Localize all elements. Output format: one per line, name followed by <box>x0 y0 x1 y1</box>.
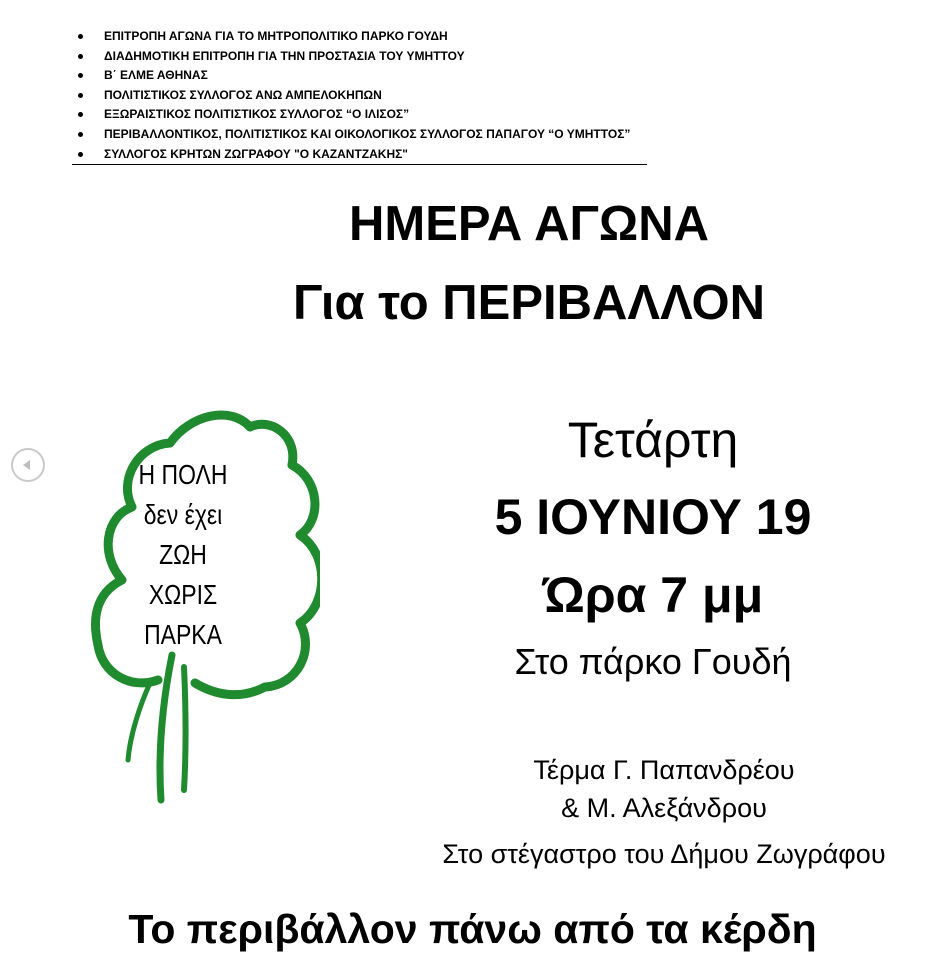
tree-logo-line: δεν έχει <box>143 499 223 530</box>
tree-logo-text <box>95 455 271 655</box>
address-line: & Μ. Αλεξάνδρου <box>561 793 767 823</box>
header-divider <box>72 164 647 165</box>
chevron-left-icon[interactable] <box>11 448 45 482</box>
organization-item: Β΄ ΕΛΜΕ ΑΘΗΝΑΣ <box>78 66 630 86</box>
tree-logo-line: ΧΩΡΙΣ <box>148 579 218 610</box>
page-title: ΗΜΕΡΑ ΑΓΩΝΑ <box>348 197 709 251</box>
organization-item: ΣΥΛΛΟΓΟΣ ΚΡΗΤΩΝ ΖΩΓΡΑΦΟΥ "Ο ΚΑΖΑΝΤΖΑΚΗΣ" <box>78 145 630 165</box>
event-place: Στο πάρκο Γουδή <box>514 641 792 682</box>
organization-item: ΕΞΩΡΑΙΣΤΙΚΟΣ ΠΟΛΙΤΙΣΤΙΚΟΣ ΣΥΛΛΟΓΟΣ “Ο ΙΛΙΣΟΣ” <box>78 105 630 125</box>
tree-logo-line: ΠΑΡΚΑ <box>144 619 222 650</box>
address-line: Τέρμα Γ. Παπανδρέου <box>533 755 795 785</box>
organization-item: ΠΟΛΙΤΙΣΤΙΚΟΣ ΣΥΛΛΟΓΟΣ ΑΝΩ ΑΜΠΕΛΟΚΗΠΩΝ <box>78 86 630 106</box>
tree-logo-line: Η ΠΟΛΗ <box>138 459 228 490</box>
tree-logo-line: ΖΩΗ <box>159 539 207 570</box>
organization-item: ΠΕΡΙΒΑΛΛΟΝΤΙΚΟΣ, ΠΟΛΙΤΙΣΤΙΚΟΣ ΚΑΙ ΟΙΚΟΛΟΓΙΚΟΣ ΣΥΛΛΟΓΟΣ ΠΑΠΑΓΟΥ “Ο ΥΜΗΤΤΟΣ” <box>78 125 630 145</box>
organizations-list <box>78 27 630 164</box>
organization-item: ΕΠΙΤΡΟΠΗ ΑΓΩΝΑ ΓΙΑ ΤΟ ΜΗΤΡΟΠΟΛΙΤΙΚΟ ΠΑΡΚΟ ΓΟΥΔΗ <box>78 27 630 47</box>
address-line: Στο στέγαστρο του Δήμου Ζωγράφου <box>442 839 886 869</box>
event-time: Ώρα 7 μμ <box>542 567 764 623</box>
organization-item: ΔΙΑΔΗΜΟΤΙΚΗ ΕΠΙΤΡΟΠΗ ΓΙΑ ΤΗΝ ΠΡΟΣΤΑΣΙΑ ΤΟΥ ΥΜΗΤΤΟΥ <box>78 47 630 67</box>
footer-slogan: Το περιβάλλον πάνω από τα κέρδη <box>128 906 817 952</box>
event-day: Τετάρτη <box>567 412 739 468</box>
event-date: 5 ΙΟΥΝΙΟΥ 19 <box>494 489 812 545</box>
page-subtitle: Για το ΠΕΡΙΒΑΛΛΟΝ <box>293 276 765 330</box>
